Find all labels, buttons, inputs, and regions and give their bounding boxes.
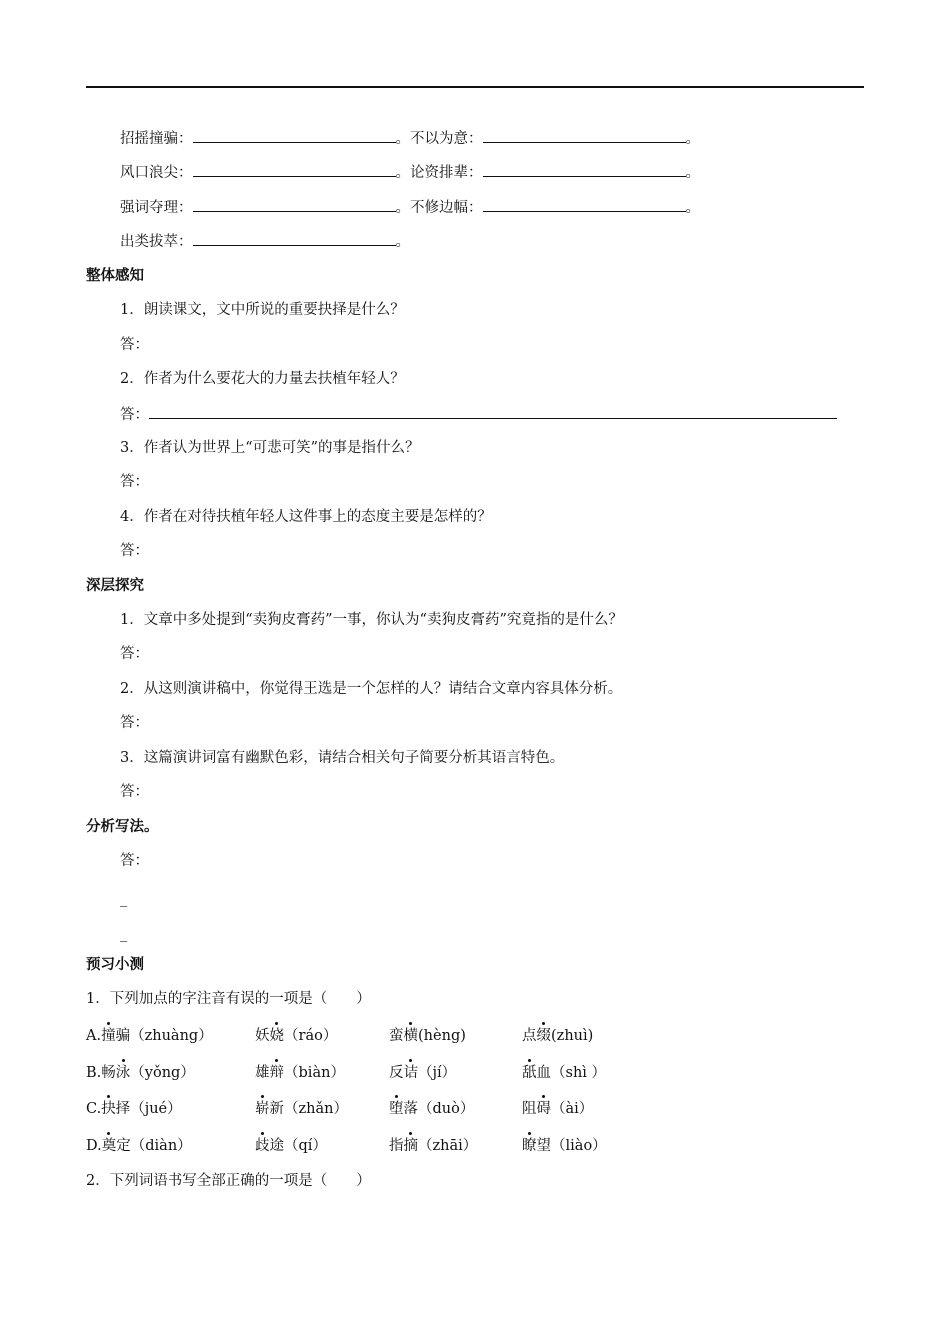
- option-char: （: [284, 1138, 299, 1154]
- option-char: （: [130, 1065, 145, 1081]
- option-char: 雄: [255, 1065, 270, 1081]
- vocab-term: 招摇撞骗：: [120, 131, 193, 147]
- option-char: à: [170, 1028, 180, 1044]
- option-char: ì: [582, 1065, 587, 1081]
- answer-label: 答：: [120, 646, 149, 662]
- option-char: (: [418, 1028, 424, 1044]
- vocab-row-1: [120, 128, 700, 149]
- option-char: h: [423, 1028, 434, 1044]
- option-char: i: [154, 1138, 160, 1154]
- quiz-question-1: 1．下列加点的字注音有误的一项是（ ）: [86, 991, 371, 1007]
- option-char: 指: [389, 1138, 404, 1154]
- option-letter: A.: [86, 1028, 102, 1044]
- option-char: s: [565, 1065, 573, 1081]
- option-char: h: [152, 1028, 162, 1044]
- option-char: 妖: [255, 1028, 270, 1044]
- option-char: ì: [583, 1028, 588, 1044]
- question: 1．朗读课文，文中所说的重要抉择是什么？: [120, 302, 405, 318]
- option-char: n: [161, 1065, 172, 1081]
- option-char: 阻: [522, 1101, 537, 1117]
- option-char: i: [307, 1065, 313, 1081]
- option-char: 新: [269, 1101, 284, 1117]
- option-char: q: [298, 1138, 308, 1154]
- option-item: [255, 1063, 345, 1083]
- option-char: ): [460, 1028, 466, 1044]
- option-char: （: [284, 1101, 299, 1117]
- answer-label: 答：: [120, 715, 149, 731]
- option-char: ）: [167, 1101, 182, 1117]
- vocab-row-2: [120, 162, 700, 183]
- option-char: ā: [449, 1138, 459, 1154]
- emphasis-char: 缀: [536, 1028, 551, 1044]
- option-char: n: [324, 1101, 334, 1117]
- emphasis-char: 瞭: [522, 1138, 537, 1154]
- emphasis-char: 横: [403, 1028, 418, 1044]
- blank-field[interactable]: [483, 128, 686, 143]
- answer-label: 答：: [120, 784, 149, 800]
- option-char: （: [130, 1101, 145, 1117]
- section-heading-preview: 预习小测: [86, 957, 144, 973]
- answer-blank[interactable]: [149, 404, 837, 419]
- emphasis-char: 崭: [255, 1101, 270, 1117]
- blank-field[interactable]: [193, 231, 396, 246]
- option-char: g: [171, 1065, 181, 1081]
- question: 1．文章中多处提到“卖狗皮膏药”一事，你认为“卖狗皮膏药”究竟指的是什么？: [120, 612, 623, 628]
- option-char: o: [314, 1028, 323, 1044]
- option-char: ò: [451, 1101, 460, 1117]
- vocab-row-4: [120, 231, 410, 252]
- option-char: ）: [591, 1065, 607, 1081]
- option-item: [86, 1136, 192, 1156]
- answer-label: 答：: [120, 543, 149, 559]
- option-item: [389, 1063, 456, 1083]
- option-char: b: [298, 1065, 308, 1081]
- vocab-term: 强词夺理：: [120, 200, 193, 216]
- question: 3．这篇演讲词富有幽默色彩，请结合相关句子简要分析其语言特色。: [120, 750, 565, 766]
- option-char: ）: [459, 1101, 475, 1117]
- option-char: n: [321, 1065, 331, 1081]
- option-char: u: [161, 1028, 171, 1044]
- option-char: ）: [198, 1028, 213, 1044]
- question: 2．从这则演讲稿中，你觉得王选是一个怎样的人？请结合文章内容具体分析。: [120, 681, 623, 697]
- option-char: i: [574, 1101, 579, 1117]
- option-char: （: [551, 1065, 566, 1081]
- option-char: （: [284, 1065, 299, 1081]
- blank-field[interactable]: [193, 128, 396, 143]
- option-char: y: [144, 1065, 153, 1081]
- option-char: ǎ: [315, 1101, 325, 1117]
- vocab-term: 。不以为意：: [395, 131, 483, 147]
- option-char: r: [298, 1028, 306, 1044]
- option-char: d: [145, 1138, 155, 1154]
- option-char: d: [432, 1101, 442, 1117]
- period: 。: [685, 200, 700, 216]
- option-char: z: [432, 1138, 441, 1154]
- header-rule: [86, 86, 864, 88]
- option-char: 定: [116, 1138, 131, 1154]
- emphasis-char: 撞: [101, 1028, 116, 1044]
- answer-label: 答：: [120, 853, 149, 869]
- emphasis-char: 辩: [269, 1065, 284, 1081]
- option-item: [522, 1099, 593, 1119]
- option-item: [389, 1136, 477, 1156]
- option-char: é: [158, 1101, 168, 1117]
- option-char: ）: [441, 1065, 457, 1081]
- option-char: （: [418, 1065, 433, 1081]
- option-char: ）: [333, 1101, 348, 1117]
- option-item: [255, 1026, 337, 1046]
- option-char: à: [159, 1138, 168, 1154]
- emphasis-char: 诘: [403, 1065, 418, 1081]
- emphasis-char: 奠: [101, 1138, 117, 1154]
- period: 。: [685, 131, 700, 147]
- option-char: ）: [177, 1138, 192, 1154]
- option-char: n: [441, 1028, 451, 1044]
- option-char: 骗: [115, 1028, 131, 1044]
- option-char: z: [556, 1028, 565, 1044]
- dash: _: [120, 891, 128, 907]
- emphasis-char: 抉: [101, 1101, 116, 1117]
- option-char: l: [565, 1138, 571, 1154]
- option-char: 蛮: [389, 1028, 404, 1044]
- option-char: à: [574, 1138, 584, 1154]
- option-char: 落: [403, 1101, 418, 1117]
- option-char: ）: [462, 1138, 478, 1154]
- option-char: （: [284, 1028, 299, 1044]
- period: 。: [685, 165, 700, 181]
- option-char: à: [312, 1065, 322, 1081]
- option-char: ）: [330, 1065, 345, 1081]
- option-char: u: [149, 1101, 159, 1117]
- option-char: （: [130, 1028, 145, 1044]
- option-char: 畅: [101, 1065, 116, 1081]
- option-char: u: [573, 1028, 583, 1044]
- option-char: g: [188, 1028, 199, 1044]
- section-heading-deep: 深层探究: [86, 578, 144, 594]
- option-char: g: [450, 1028, 461, 1044]
- option-char: u: [441, 1101, 452, 1117]
- emphasis-char: 娆: [269, 1028, 284, 1044]
- option-char: í: [437, 1065, 442, 1081]
- option-char: z: [144, 1028, 153, 1044]
- question: 3．作者认为世界上“可悲可笑”的事是指什么？: [120, 440, 420, 456]
- option-char: ）: [322, 1028, 338, 1044]
- option-char: ): [587, 1028, 594, 1044]
- option-item: [389, 1099, 474, 1119]
- option-item: [389, 1026, 466, 1046]
- option-char: o: [583, 1138, 593, 1154]
- option-char: h: [306, 1101, 316, 1117]
- emphasis-char: 堕: [389, 1101, 404, 1117]
- option-char: n: [167, 1138, 178, 1154]
- option-char: i: [570, 1138, 575, 1154]
- option-char: ）: [592, 1138, 607, 1154]
- option-char: ）: [180, 1065, 195, 1081]
- section-heading-method: 分析写法。: [86, 819, 159, 835]
- option-char: j: [144, 1101, 150, 1117]
- option-char: （: [551, 1101, 566, 1117]
- option-char: 望: [536, 1138, 551, 1154]
- vocab-term: 。论资排辈：: [395, 165, 483, 181]
- vocab-term: 。不修边幅：: [395, 200, 483, 216]
- option-item: [255, 1099, 348, 1119]
- option-char: n: [179, 1028, 189, 1044]
- option-letter: C.: [86, 1101, 102, 1117]
- option-char: 择: [115, 1101, 131, 1117]
- blank-field[interactable]: [483, 162, 686, 177]
- option-char: 血: [536, 1065, 551, 1081]
- option-char: （: [418, 1101, 433, 1117]
- answer-line: [120, 404, 837, 425]
- emphasis-char: 舐: [522, 1065, 537, 1081]
- option-item: [86, 1063, 195, 1083]
- option-char: í: [307, 1138, 313, 1154]
- blank-field[interactable]: [193, 162, 396, 177]
- answer-label: 答：: [120, 474, 149, 490]
- option-char: h: [564, 1028, 574, 1044]
- emphasis-char: 摘: [403, 1138, 418, 1154]
- answer-label: 答：: [120, 337, 149, 353]
- answer-label: 答：: [120, 407, 149, 423]
- option-letter: D.: [86, 1138, 102, 1154]
- section-heading-overall: 整体感知: [86, 268, 144, 284]
- option-letter: B.: [86, 1065, 102, 1081]
- option-char: ）: [578, 1101, 594, 1117]
- option-char: h: [572, 1065, 583, 1081]
- option-item: [522, 1063, 606, 1083]
- vocab-term: 出类拔萃：: [120, 234, 193, 250]
- option-char: ǒ: [152, 1065, 162, 1081]
- option-char: 途: [269, 1138, 284, 1154]
- option-char: è: [433, 1028, 442, 1044]
- option-item: [255, 1136, 327, 1156]
- option-char: ）: [312, 1138, 327, 1154]
- blank-field[interactable]: [193, 197, 396, 212]
- option-char: 点: [522, 1028, 537, 1044]
- option-char: （: [418, 1138, 433, 1154]
- option-item: [522, 1026, 593, 1046]
- option-item: [522, 1136, 607, 1156]
- option-char: (: [551, 1028, 557, 1044]
- emphasis-char: 碍: [536, 1101, 551, 1117]
- question: 4．作者在对待扶植年轻人这件事上的态度主要是怎样的？: [120, 509, 492, 525]
- quiz-question-2: 2．下列词语书写全部正确的一项是（ ）: [86, 1173, 371, 1189]
- option-char: 反: [389, 1065, 404, 1081]
- blank-field[interactable]: [483, 197, 686, 212]
- vocab-row-3: [120, 197, 700, 218]
- period: 。: [395, 234, 410, 250]
- option-item: [86, 1099, 182, 1119]
- option-char: z: [298, 1101, 307, 1117]
- option-char: i: [458, 1138, 463, 1154]
- option-item: [86, 1026, 213, 1046]
- option-char: á: [305, 1028, 315, 1044]
- option-char: （: [551, 1138, 566, 1154]
- dash: _: [120, 926, 128, 942]
- question: 2．作者为什么要花大的力量去扶植年轻人？: [120, 371, 405, 387]
- vocab-term: 风口浪尖：: [120, 165, 193, 181]
- option-char: h: [440, 1138, 450, 1154]
- emphasis-char: 歧: [255, 1138, 270, 1154]
- option-char: j: [432, 1065, 437, 1081]
- emphasis-char: 泳: [115, 1065, 131, 1081]
- option-char: à: [565, 1101, 575, 1117]
- option-char: （: [130, 1138, 146, 1154]
